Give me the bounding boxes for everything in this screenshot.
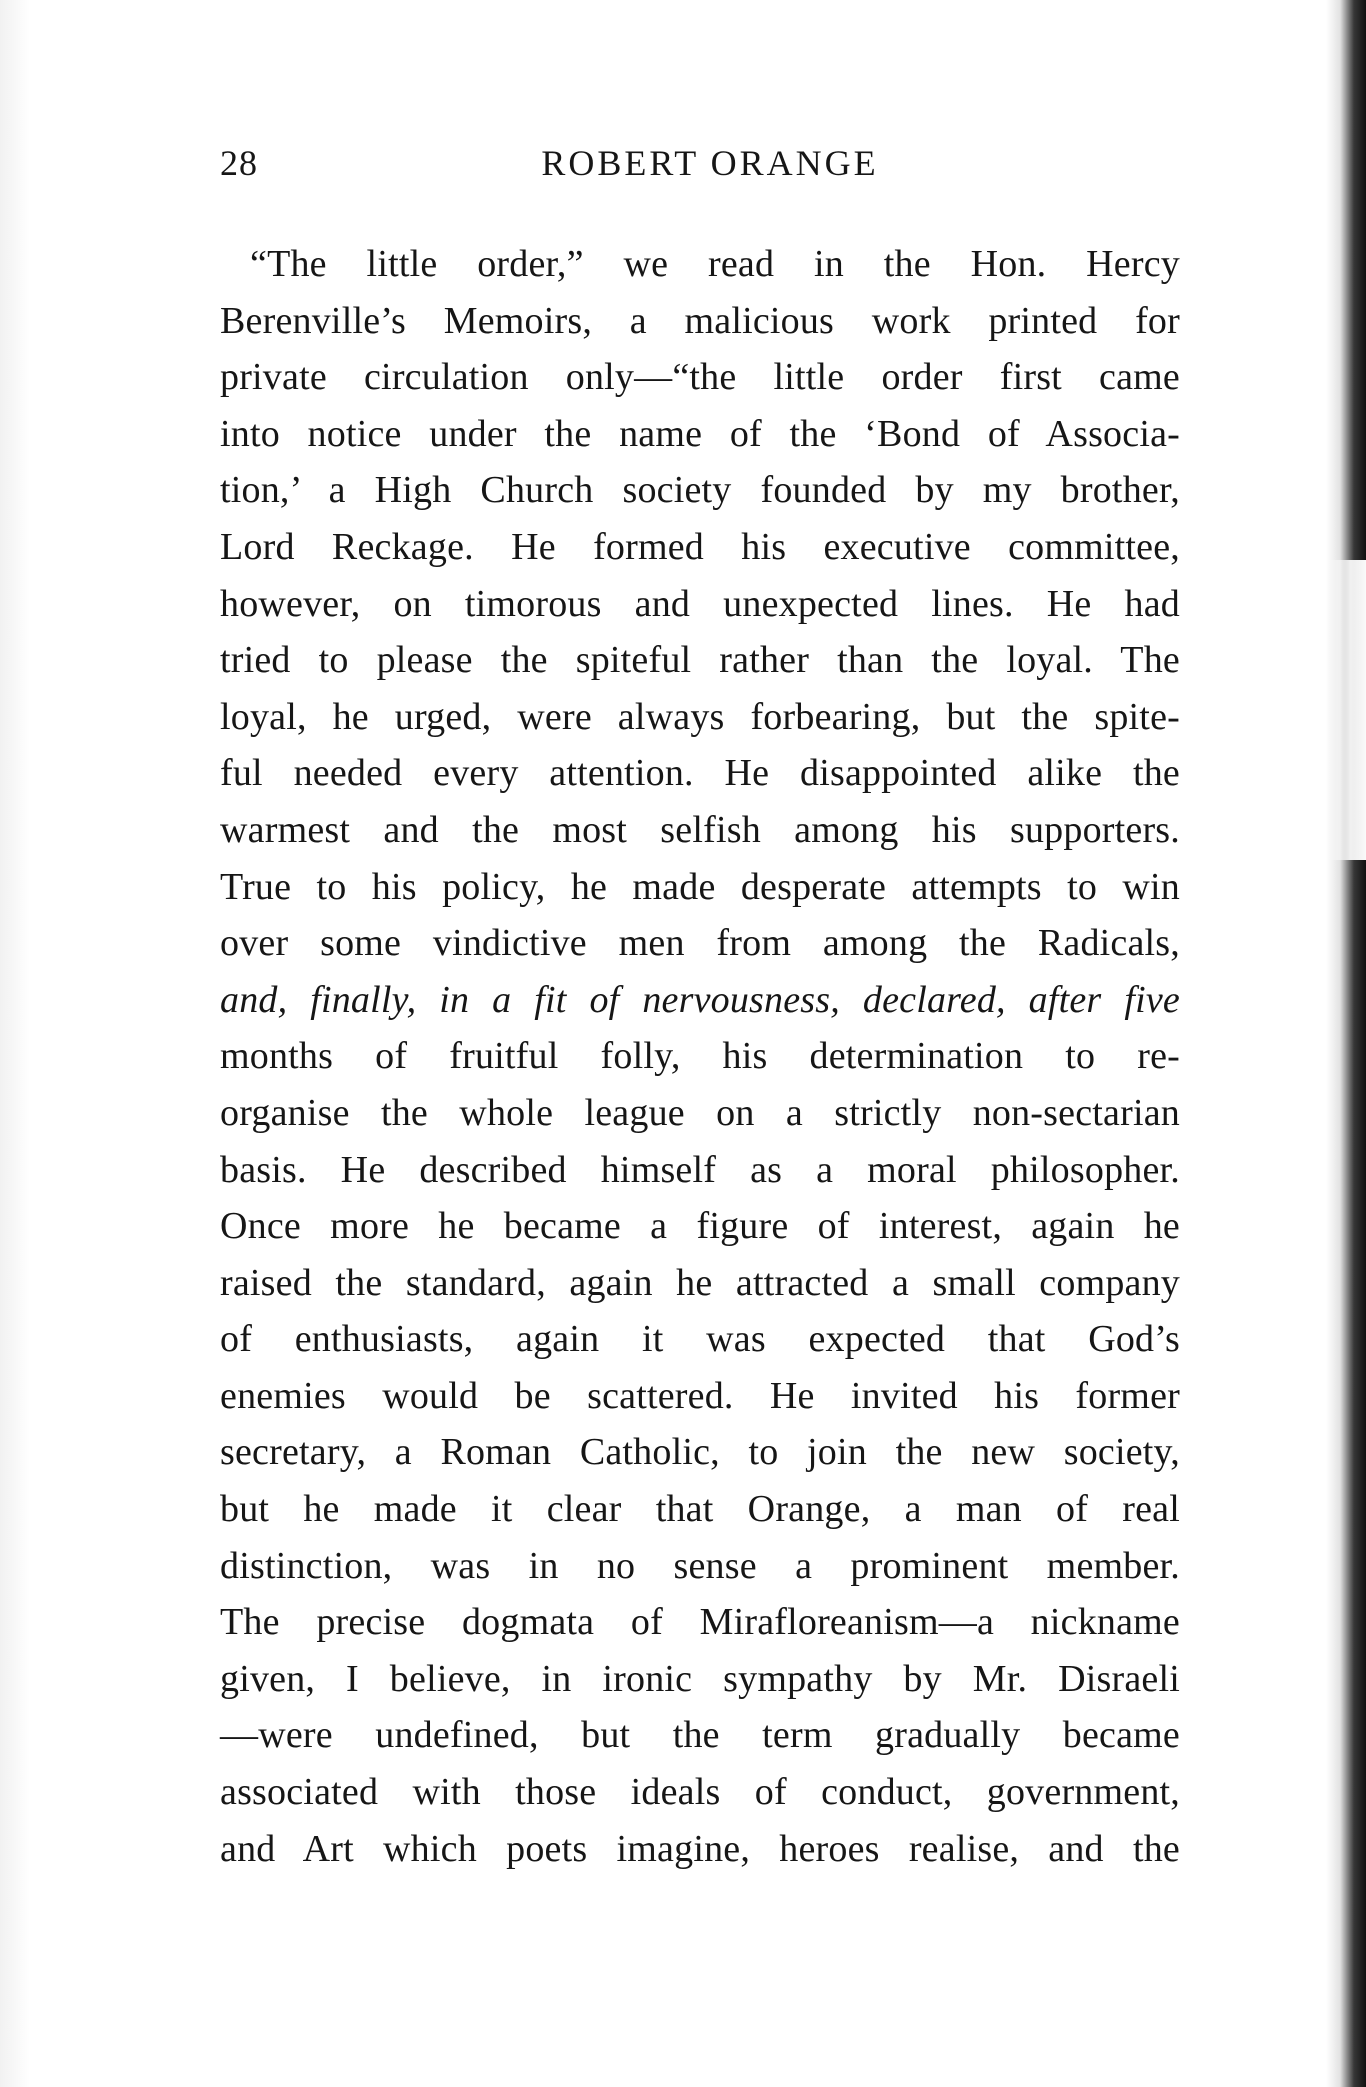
text-line: ful needed every attention. He disappointed alike the xyxy=(220,752,1180,795)
text-line: enemies would be scattered. He invited his former xyxy=(220,1374,1180,1417)
text-line: into notice under the name of the ‘Bond of Associa- xyxy=(220,412,1180,455)
text-line: Lord Reckage. He formed his executive committee, xyxy=(220,525,1180,568)
text-line: and Art which poets imagine, heroes realise, and the xyxy=(220,1827,1180,1870)
text-line: True to his policy, he made desperate attempts to win xyxy=(220,865,1180,908)
text-line: Berenville’s Memoirs, a malicious work printed for xyxy=(220,299,1180,342)
text-line: loyal, he urged, were always forbearing, but the spite- xyxy=(220,695,1180,738)
page-number: 28 xyxy=(220,143,258,183)
text-line: tried to please the spiteful rather than the loyal. The xyxy=(220,639,1180,682)
scan-shadow-left xyxy=(0,0,30,2087)
text-line: secretary, a Roman Catholic, to join the new society, xyxy=(220,1431,1180,1474)
text-line: associated with those ideals of conduct, government, xyxy=(220,1771,1180,1814)
body-text xyxy=(220,236,1180,1877)
text-line: organise the whole league on a strictly non-sectarian xyxy=(220,1091,1180,1134)
text-line: The precise dogmata of Mirafloreanism—a nickname xyxy=(220,1601,1180,1644)
text-line: distinction, was in no sense a prominent member. xyxy=(220,1544,1180,1587)
text-line: warmest and the most selfish among his supporters. xyxy=(220,808,1180,851)
text-line: private circulation only—“the little order first came xyxy=(220,356,1180,399)
running-head xyxy=(220,142,1180,188)
text-line: but he made it clear that Orange, a man of real xyxy=(220,1488,1180,1531)
running-title: ROBERT ORANGE xyxy=(541,143,879,183)
text-line: given, I believe, in ironic sympathy by Mr. Disraeli xyxy=(220,1657,1180,1700)
text-line: months of fruitful folly, his determination to re- xyxy=(220,1035,1180,1078)
text-line: of enthusiasts, again it was expected that God’s xyxy=(220,1318,1180,1361)
text-line: over some vindictive men from among the Radicals, xyxy=(220,922,1180,965)
text-line: —were undefined, but the term gradually became xyxy=(220,1714,1180,1757)
text-line: tion,’ a High Church society founded by my brother, xyxy=(220,469,1180,512)
scan-edge-gap xyxy=(1326,560,1366,860)
text-line: Once more he became a figure of interest, again he xyxy=(220,1205,1180,1248)
text-line: “The little order,” we read in the Hon. Hercy xyxy=(250,243,1180,285)
text-line: however, on timorous and unexpected lines. He had xyxy=(220,582,1180,625)
text-line: basis. He described himself as a moral philosopher. xyxy=(220,1148,1180,1191)
text-line: raised the standard, again he attracted a small company xyxy=(220,1261,1180,1304)
text-line-italic: and, finally, in a fit of nervousness, declared, after five xyxy=(220,978,1180,1021)
scan-shadow-right xyxy=(1326,0,1366,2087)
